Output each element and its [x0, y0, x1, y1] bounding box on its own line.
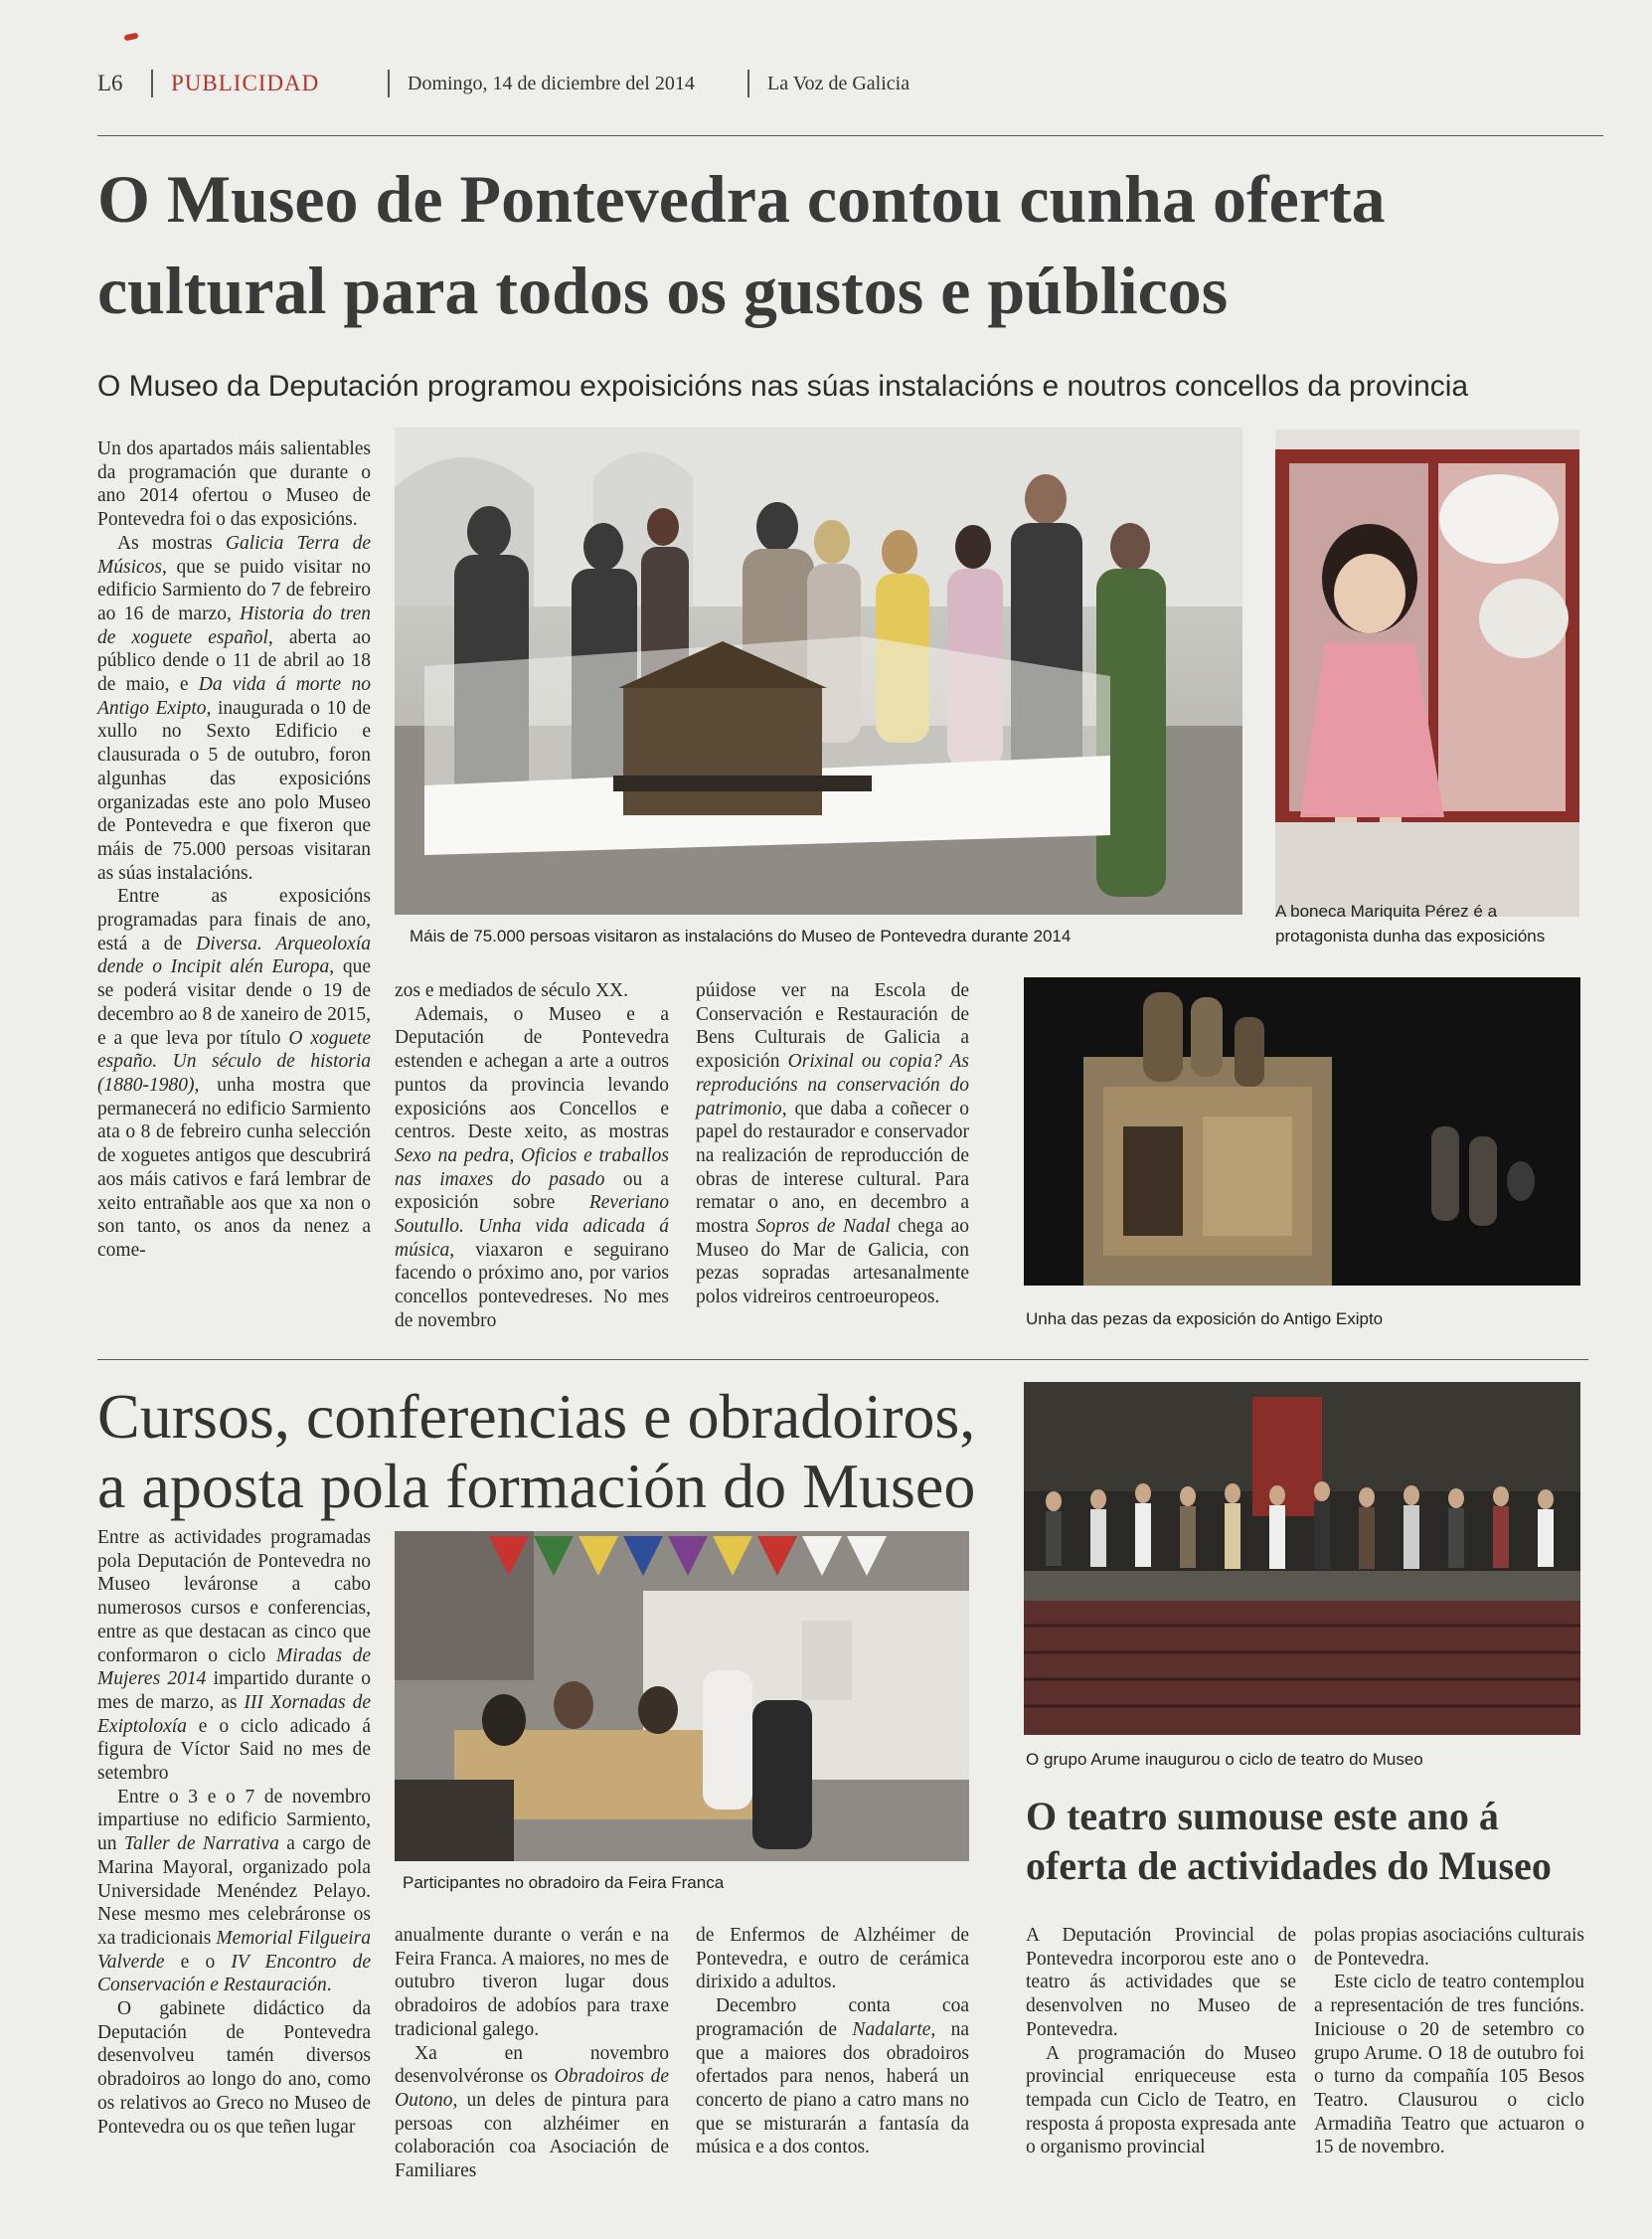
article2-column-2 — [395, 1924, 669, 2183]
article3-headline-line-1: O teatro sumouse este ano á — [1026, 1794, 1499, 1838]
paragraph: zos e mediados de século XX. — [395, 980, 629, 1001]
article1-column-3 — [696, 979, 969, 1309]
paragraph: polas propias asociacións culturais de Pontevedra. — [1314, 1925, 1584, 1970]
paragraph: púidose ver na Escola de Conservación e Restauración de Bens Culturais de Galicia a exposición Orixinal ou copia? As reproducións na conservación do patrimonio, que daba a coñecer o papel do restaurador e conservador na realización de reproducción de obras de interese cultural. Para rematar o ano, en decembro a mostra Sopros de Nadal chega ao Museo do Mar de Galicia, con pezas sopradas artesanalmente polos vidreiros centroeuropeos. — [696, 980, 969, 1308]
headline-line-1: O Museo de Pontevedra contou cunha oferta — [97, 161, 1386, 237]
paragraph: O gabinete didáctico da Deputación de Pontevedra desenvolveu tamén diversos obradoiros ao longo do ano, como os relativos ao Greco no Museo de Pontevedra ou os que teñen lugar — [97, 1998, 371, 2138]
museum-visit-photo — [395, 428, 1242, 915]
egypt-exhibit-photo — [1024, 977, 1580, 1286]
article2-headline-line-2: a aposta pola formación do Museo — [97, 1451, 976, 1521]
section-divider — [97, 1359, 1588, 1360]
page-number: L6 — [97, 71, 123, 95]
paragraph: Un dos apartados máis salientables da programación que durante o ano 2014 ofertou o Museo de Pontevedra foi o das exposicións. — [97, 438, 371, 531]
article1-column-2 — [395, 979, 669, 1333]
paragraph: Entre as actividades programadas pola Deputación de Pontevedra no Museo leváronse a cabo numerosos cursos e conferencias, entre as que destacan as cinco que conformaron o ciclo Miradas de Mujeres 2014 impartido durante o mes de marzo, as III Xornadas de Exiptoloxía e o ciclo adicado á figura de Víctor Said no mes de setembro — [97, 1527, 371, 1785]
article1-column-1 — [97, 437, 371, 1263]
theatre-photo-caption: O grupo Arume inaugurou o ciclo de teatro do Museo — [1026, 1750, 1423, 1769]
paragraph: de Enfermos de Alzhéimer de Pontevedra, e outro de cerámica dirixido a adultos. — [696, 1925, 969, 1993]
paragraph: anualmente durante o verán e na Feira Franca. A maiores, no mes de outubro tiveron lugar dous obradoiros de adobíos para traxe tradicional galego. — [395, 1925, 669, 2040]
paragraph: As mostras Galicia Terra de Músicos, que se puido visitar no edificio Sarmiento do 7 de febreiro ao 16 de marzo, Historia do tren de xoguete español, aberta ao público dende o 11 de abril ao 18 de maio, e Da vida á morte no Antigo Exipto, inaugurada o 10 de xullo no Sexto Edificio e clausurada o 5 de outubro, foron algunhas das exposicións organizadas este ano polo Museo de Pontevedra e que fixeron que máis de 75.000 persoas visitaran as súas instalacións. — [97, 532, 371, 884]
doll-photo-caption: A boneca Mariquita Pérez é a protagonista dunha das exposicións — [1275, 902, 1546, 946]
article3-headline-line-2: oferta de actividades do Museo — [1026, 1843, 1552, 1888]
issue-date: Domingo, 14 de diciembre del 2014 — [408, 73, 695, 94]
paragraph: A programación do Museo provincial enriqueceuse esta tempada cun Ciclo de Teatro, en resposta á proposta expresada ante o organismo provincial — [1026, 2042, 1296, 2158]
header-rule — [97, 135, 1603, 136]
workshop-photo — [395, 1531, 969, 1861]
newspaper-name: La Voz de Galicia — [767, 73, 910, 94]
paragraph: Xa en novembro desenvolvéronse os Obradoiros de Outono, un deles de pintura para persoas con alzhéimer en colaboración coa Asociación de Familiares — [395, 2042, 669, 2182]
headline-line-2: cultural para todos os gustos e públicos — [97, 253, 1229, 328]
paragraph: Este ciclo de teatro contemplou a representación de tres funcións. Iniciouse o 20 de setembro co grupo Arume. O 18 de outubro foi o turno da compañía 105 Besos Teatro. Clausurou o ciclo Armadiña Teatro que actuaron o 15 de novembro. — [1314, 1972, 1584, 2158]
paragraph: Decembro conta coa programación de Nadalarte, na que a maiores dos obradoiros ofertados para nenos, haberá un concerto de piano a catro mans no que se misturarán a fantasía da música e a dos contos. — [696, 1995, 969, 2158]
article2-column-3 — [696, 1924, 969, 2159]
header-divider — [747, 70, 749, 97]
header-divider — [388, 70, 390, 97]
article2-column-1 — [97, 1526, 371, 2139]
article3-column-2 — [1314, 1924, 1584, 2159]
workshop-photo-caption: Participantes no obradoiro da Feira Franca — [403, 1873, 725, 1892]
doll-photo — [1275, 430, 1579, 917]
theatre-stage-photo — [1024, 1382, 1580, 1735]
egypt-photo-caption: Unha das pezas da exposición do Antigo Exipto — [1026, 1309, 1384, 1328]
main-photo-caption: Máis de 75.000 persoas visitaron as instalacións do Museo de Pontevedra durante 2014 — [410, 927, 1072, 946]
paragraph: Entre o 3 e o 7 de novembro impartiuse no edificio Sarmiento, un Taller de Narrativa a cargo de Marina Mayoral, organizado pola Universidade Menéndez Pelayo. Nese mesmo mes celebráronse os xa tradicionais Memorial Filgueira Valverde e o IV Encontro de Conservación e Restauración. — [97, 1786, 372, 1996]
paragraph: Entre as exposicións programadas para finais de ano, está a de Diversa. Arqueoloxía dende o Incipit alén Europa, que se poderá visitar dende o 19 de decembro ao 8 de xaneiro de 2015, e a que leva por título O xoguete españo. Un século de historia (1880-1980), unha mostra que permanecerá no edificio Sarmiento ata o 8 de febreiro cunha selección de xoguetes antigos que descubrirá aos máis cativos e fará lembrar de xeito entrañable aos que xa non o son tanto, os anos da nenez a come- — [97, 886, 372, 1261]
article3-column-1 — [1026, 1924, 1296, 2159]
paragraph: Ademais, o Museo e a Deputación de Pontevedra estenden e achegan a arte a outros puntos da provincia levando exposicións aos Concellos e centros. Deste xeito, as mostras Sexo na pedra, Oficios e traballos nas imaxes do pasado ou a exposición sobre Reveriano Soutullo. Unha vida adicada á música, viaxaron e seguirano facendo o próximo ano, por varios concellos pontevedreses. No mes de novembro — [395, 1003, 670, 1331]
subheadline: O Museo da Deputación programou expoisicións nas súas instalacións e noutros concellos da provincia — [97, 370, 1469, 403]
paragraph: A Deputación Provincial de Pontevedra incorporou este ano o teatro ás actividades que se desenvolven no Museo de Pontevedra. — [1026, 1925, 1296, 2040]
red-corner-mark — [124, 33, 139, 42]
header-divider — [151, 70, 153, 97]
article2-headline-line-1: Cursos, conferencias e obradoiros, — [97, 1381, 976, 1452]
section-label: PUBLICIDAD — [171, 71, 320, 95]
